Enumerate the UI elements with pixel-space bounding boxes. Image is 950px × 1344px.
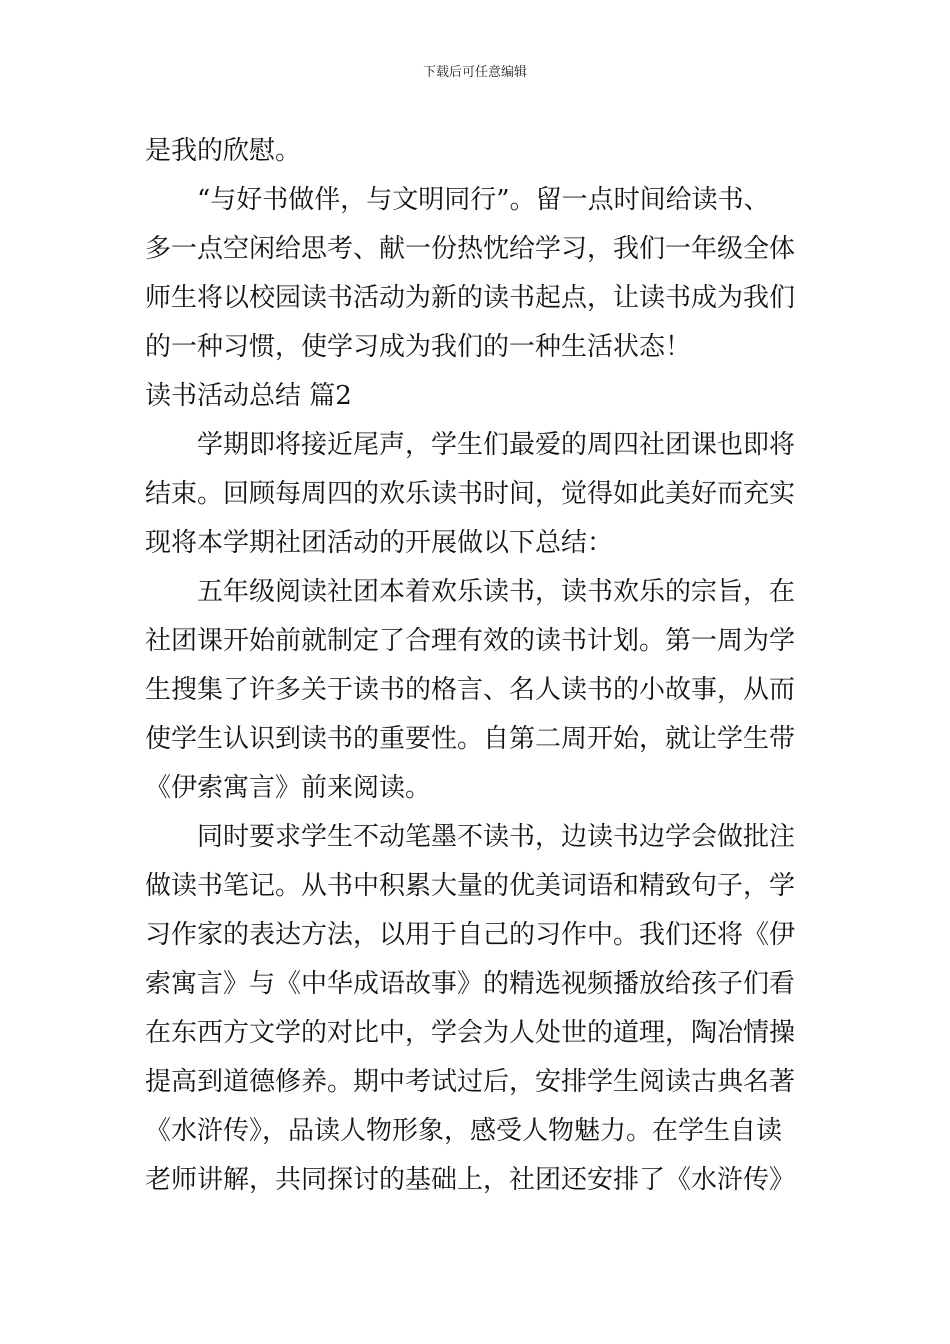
text-line: 多一点空闲给思考、献一份热忱给学习，我们一年级全体 [145, 234, 796, 264]
text-line: 老师讲解，共同探讨的基础上，社团还安排了《水浒传》 [145, 1165, 796, 1195]
text-line: 学期即将接近尾声，学生们最爱的周四社团课也即将 [197, 430, 796, 460]
document-body [145, 127, 807, 1205]
text-line: 五年级阅读社团本着欢乐读书，读书欢乐的宗旨，在 [197, 577, 796, 607]
text-line: 做读书笔记。从书中积累大量的优美词语和精致句子，学 [145, 871, 796, 901]
text-line: 社团课开始前就制定了合理有效的读书计划。第一周为学 [145, 626, 796, 656]
text-line: “与好书做伴，与文明同行”。留一点时间给读书、 [197, 185, 770, 215]
text-line: 提高到道德修养。期中考试过后，安排学生阅读古典名著 [145, 1067, 796, 1097]
text-line: 结束。回顾每周四的欢乐读书时间，觉得如此美好而充实 [145, 479, 796, 509]
text-line: 索寓言》与《中华成语故事》的精选视频播放给孩子们看 [145, 969, 796, 999]
text-line: 在东西方文学的对比中，学会为人处世的道理，陶冶情操 [145, 1018, 796, 1048]
text-line: 《水浒传》，品读人物形象，感受人物魅力。在学生自读 [145, 1116, 783, 1146]
section-heading: 读书活动总结 篇2 [145, 381, 352, 411]
text-line: 生搜集了许多关于读书的格言、名人读书的小故事，从而 [145, 675, 796, 705]
text-line: 习作家的表达方法，以用于自己的习作中。我们还将《伊 [145, 920, 796, 950]
text-line: 现将本学期社团活动的开展做以下总结： [145, 528, 614, 558]
text-line: 是我的欣慰。 [145, 136, 302, 166]
text-line: 的一种习惯，使学习成为我们的一种生活状态！ [145, 332, 692, 362]
text-line: 使学生认识到读书的重要性。自第二周开始，就让学生带 [145, 724, 796, 754]
text-line: 师生将以校园读书活动为新的读书起点，让读书成为我们 [145, 283, 796, 313]
page-header: 下载后可任意编辑 [422, 65, 527, 80]
text-line: 《伊索寓言》前来阅读。 [145, 773, 432, 803]
text-line: 同时要求学生不动笔墨不读书，边读书边学会做批注 [197, 822, 796, 852]
